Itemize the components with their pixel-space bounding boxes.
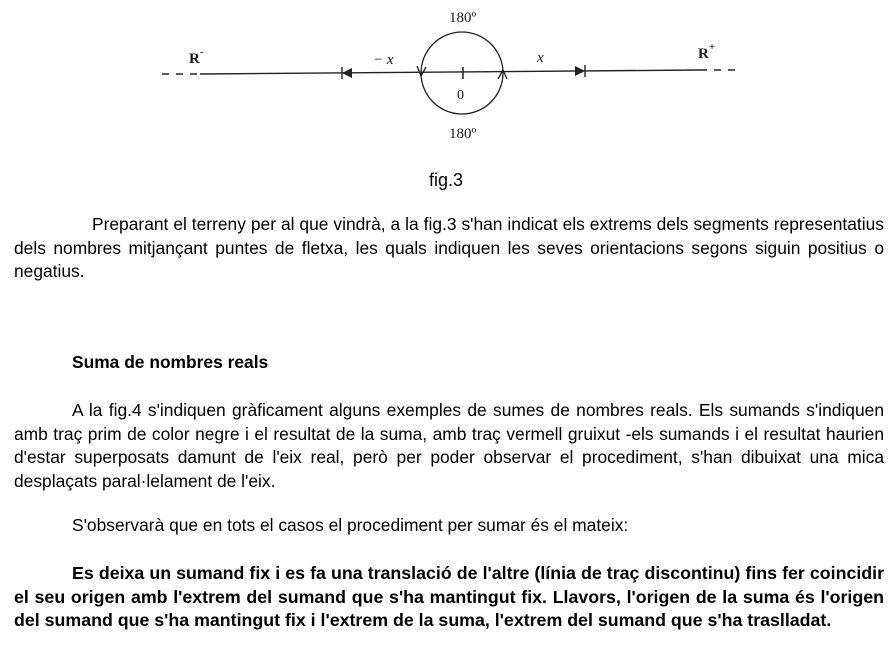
real-axis-figure <box>0 0 892 160</box>
label-origin-zero: 0 <box>457 88 464 103</box>
positive-arrowhead <box>575 66 585 76</box>
label-r-minus-sup: - <box>199 46 204 58</box>
label-negative-x: − x <box>373 52 394 68</box>
paragraph-procedure-intro: S'observarà que en tots el casos el procediment per sumar és el mateix: <box>72 515 629 535</box>
label-180-bottom: 180º <box>449 126 477 142</box>
label-positive-x: x <box>537 50 544 66</box>
label-r-plus: R+ <box>698 41 716 62</box>
paragraph-sum-description: A la fig.4 s'indiquen gràficament alguns exemples de sumes de nombres reals. Els sumands s'indiquen amb traç prim de color negre i el resultat de la suma, amb traç vermell gruixut -els sumands i el resultat haurien d'estar superposats damunt de l'eix real, però per poder observar el procediment, s'han dibuixat una mica desplaçats paral·lelament de l'eix. <box>14 400 884 491</box>
label-r-minus: R- <box>189 46 204 67</box>
label-r-plus-sup: + <box>708 41 716 53</box>
paragraph-procedure-rule: Es deixa un sumand fix i es fa una translació de l'altre (línia de traç discontinu) fins fer coincidir el seu origen amb l'extrem del sumand que s'ha mantingut fix. Llavors, l'origen de la suma és l'origen del sumand que s'ha mantingut fix i l'extrem de la suma, l'extrem del sumand que s'ha traslladat. <box>14 563 884 630</box>
negative-arrowhead <box>342 68 352 78</box>
section-heading: Suma de nombres reals <box>72 352 269 372</box>
paragraph-intro: Preparant el terreny per al que vindrà, a la fig.3 s'han indicat els extrems dels segments representatius dels nombres mitjançant puntes de fletxa, les quals indiquen les seves orientacions segons siguin positius o negatius. <box>14 214 884 281</box>
label-180-top: 180º <box>449 10 477 26</box>
figure-caption: fig.3 <box>428 170 464 190</box>
real-axis-line <box>200 70 700 74</box>
